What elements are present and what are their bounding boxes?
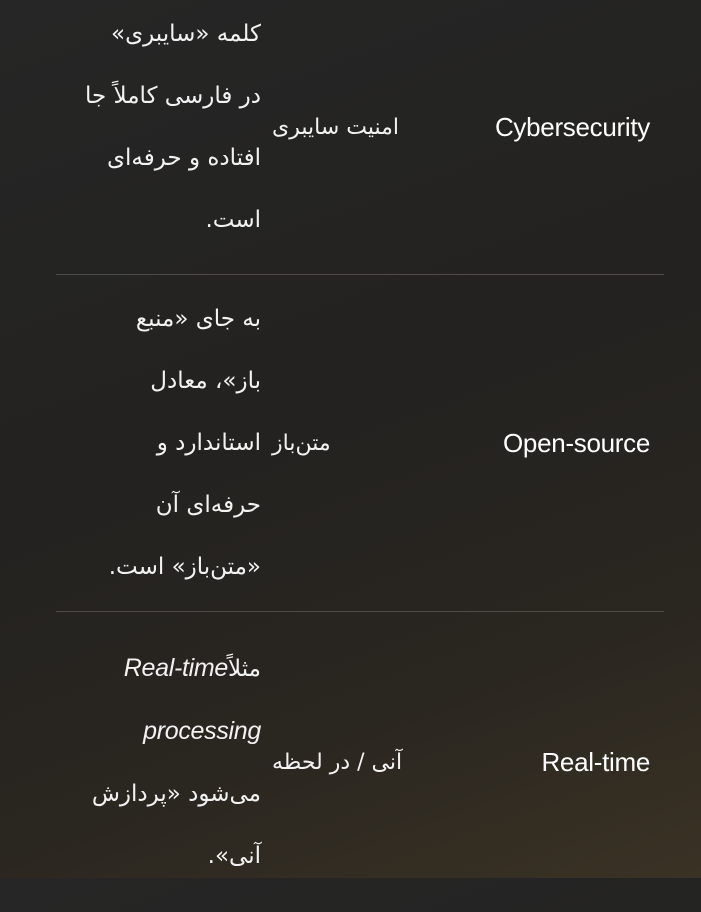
note-cell	[61, 275, 261, 611]
note-cell	[61, 0, 261, 274]
note-cell	[61, 612, 261, 912]
note-line	[61, 700, 261, 763]
note-prefix: مثلاً	[228, 656, 261, 682]
term-cell	[460, 275, 650, 611]
table-row	[56, 0, 664, 275]
note-line	[61, 637, 261, 700]
note-line: آنی».	[207, 843, 261, 869]
equivalent-text: متن‌باز	[272, 430, 331, 456]
note-line: افتاده و حرفه‌ای	[107, 145, 261, 171]
note-line: در فارسی کاملاً جا	[84, 83, 261, 109]
note-english-term: processing	[143, 717, 261, 745]
note-line: کلمه «سایبری»	[111, 21, 261, 47]
equivalent-text: آنی / در لحظه	[272, 749, 403, 775]
note-text	[61, 3, 261, 251]
note-line: است.	[205, 207, 261, 233]
note-english-term: Real-time	[123, 654, 229, 682]
equivalent-cell	[272, 0, 442, 274]
equivalent-cell	[272, 612, 442, 912]
equivalent-text: امنیت سایبری	[272, 114, 400, 140]
table-row	[56, 612, 664, 912]
term-text: Cybersecurity	[494, 111, 650, 142]
note-line: می‌شود «پردازش	[91, 781, 261, 807]
note-line: حرفه‌ای آن	[155, 492, 261, 518]
note-line: «متن‌باز» است.	[108, 554, 261, 580]
term-cell	[460, 612, 650, 912]
note-line: باز»، معادل	[150, 368, 261, 394]
term-cell	[460, 0, 650, 274]
table-row	[56, 275, 664, 612]
glossary-table	[56, 0, 664, 912]
note-line: استاندارد و	[156, 430, 261, 456]
note-text	[61, 637, 261, 887]
equivalent-cell	[272, 275, 442, 611]
note-text	[61, 288, 261, 598]
term-text: Real-time	[541, 746, 650, 777]
note-line: به جای «منبع	[135, 306, 261, 332]
term-text: Open-source	[503, 427, 650, 458]
